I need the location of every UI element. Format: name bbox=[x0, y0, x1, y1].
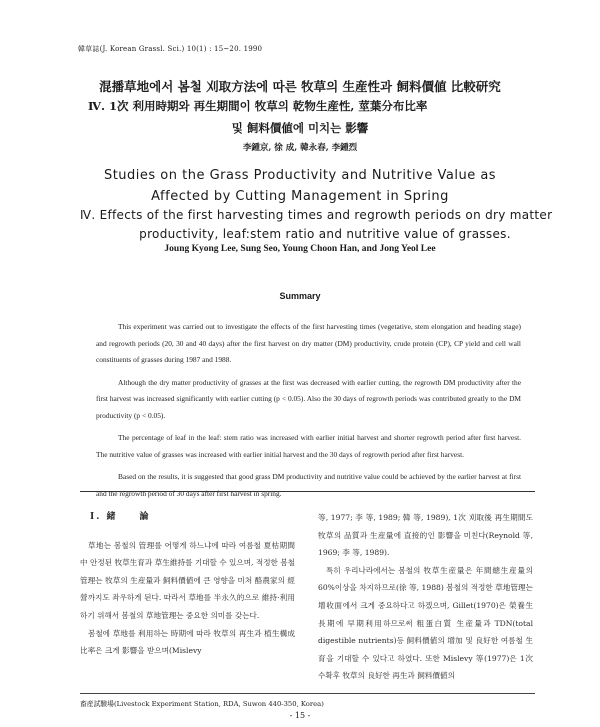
footnote-divider bbox=[80, 693, 535, 694]
intro-paragraph: 等, 1977; 李 等, 1989; 韓 等, 1989), 1次 刈取後 再生期間도 牧草의 品質과 生産量에 直接的인 影響을 미친다(Reynold 等, 1969; 李 等, 1989). bbox=[318, 513, 533, 558]
page-number: - 15 - bbox=[289, 711, 311, 720]
intro-right-column bbox=[318, 509, 533, 685]
english-title-line2: Affected by Cutting Management in Spring bbox=[151, 189, 449, 204]
korean-title-line3: 및 飼料價値에 미치는 影響 bbox=[231, 121, 369, 135]
intro-paragraph: 특히 우리나라에서는 봄철의 牧草生産量은 年間總生産量의 60%이상을 차지하므로(徐 等, 1988) 봄철의 적정한 草地管理는 增收面에서 크게 중요하다고 하겠으며, Gillet(1970)은 榮養生長期에 早期利用하므로써 粗蛋白質 生産量과 TDN(total digestible nutrients)등 飼料價値의 增加 및 良好한 여름철 生育을 기대할 수 있다고 하였다. 또한 Mislevy 等(1977)은 1次 수확후 牧草의 良好한 再生과 飼料價値의 bbox=[318, 565, 533, 681]
english-subtitle-line2: productivity, leaf:stem ratio and nutritive value of grasses. bbox=[139, 227, 511, 241]
summary-paragraph: The percentage of leaf in the leaf: stem ratio was increased with earlier initial harvest and shorter regrowth period after first harvest. The nutritive value of grasses was increased with earlier initial harvest and the 30 days of regrowth period after first harvest. bbox=[96, 433, 521, 459]
summary-paragraph: Although the dry matter productivity of grasses at the first was decreased with earlier cutting, the regrowth DM productivity after the first harvest was increased significantly with earlier cutting (p < 0.05). Also the 30 days of regrowth periods was contributed greatly to the DM productivity (p < 0.05). bbox=[96, 377, 521, 420]
english-title-line1: Studies on the Grass Productivity and Nutritive Value as bbox=[103, 168, 497, 183]
section-divider bbox=[80, 491, 535, 492]
korean-authors: 李鍾京, 徐 成, 韓永春, 李鍾烈 bbox=[242, 143, 358, 153]
summary-paragraph: This experiment was carried out to investigate the effects of the first harvesting times (vegetative, stem elongation and heading stage) and regrowth periods (20, 30 and 40 days) after the first harvest on dry matter (DM) productivity, crude protein (CP), CP yield and cell wall constituents of grasses during 1987 and 1988. bbox=[96, 322, 521, 364]
english-subtitle-line1: Ⅳ. Effects of the first harvesting times and regrowth periods on dry matter bbox=[80, 208, 553, 222]
journal-header: 韓草誌(J. Korean Grassl. Sci.) 10(1) : 15~20. 1990 bbox=[78, 45, 263, 53]
korean-title-line2: Ⅳ. 1次 利用時期와 再生期間이 牧草의 乾物生産性, 莖葉分布比率 bbox=[88, 99, 428, 113]
introduction-heading: Ⅰ. 緒 論 bbox=[90, 512, 151, 522]
summary-heading: Summary bbox=[279, 291, 321, 301]
english-subtitle bbox=[80, 206, 553, 244]
summary-paragraph: Based on the results, it is suggested that good grass DM productivity and nutritive value could be achieved by the earlier harvest at first and the regrowth period of 30 days after first harvest in spring. bbox=[96, 472, 521, 498]
intro-paragraph: 봄철에 草地를 利用하는 時期에 따라 牧草의 再生과 植生構成比率은 크게 影響을 받으며(Mislevy bbox=[80, 628, 295, 656]
affiliation-footnote: 畜産試驗場(Livestock Experiment Station, RDA, Suwon 440-350, Korea) bbox=[80, 700, 324, 708]
english-title bbox=[0, 165, 600, 207]
summary-body bbox=[96, 319, 521, 508]
intro-paragraph: 草地는 봄철의 管理를 어떻게 하느냐에 따라 여름철 夏枯期間中 안정된 牧草生育과 草生維持를 기대할 수 있으며, 적정한 봄철管理는 牧草의 生産量과 飼料價値에 큰 영향을 미쳐 酪農家의 經營까지도 좌우하게 된다. 따라서 草地를 半永久的으로 維持·利用하기 위해서 봄철의 草地管理는 중요한 의미를 갖는다. bbox=[80, 540, 295, 620]
english-authors: Joung Kyong Lee, Sung Seo, Young Choon Han, and Jong Yeol Lee bbox=[164, 244, 436, 254]
intro-left-column bbox=[80, 509, 295, 660]
korean-title-line1: 混播草地에서 봄철 刈取方法에 따른 牧草의 生産性과 飼料價値 比較研究 bbox=[99, 79, 501, 94]
